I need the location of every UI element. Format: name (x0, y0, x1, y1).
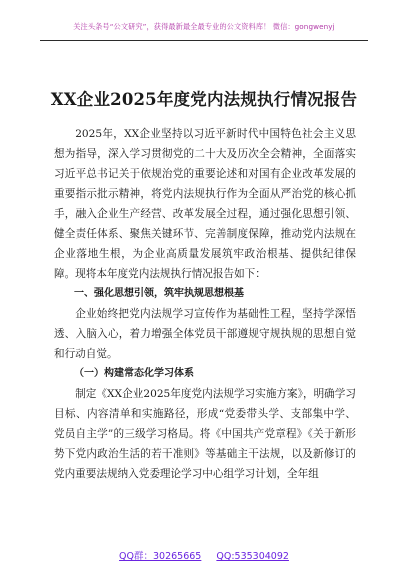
page-title: XX企业2025年度党内法规执行情况报告 (50, 90, 358, 109)
qq-contact-link[interactable]: QQ:535304092 (216, 551, 289, 562)
document-body (54, 124, 356, 484)
header-banner: 关注头条号“公文研究”，获得最新最全最专业的公文资料库！ 微信：gongwenyj (73, 22, 335, 31)
section-heading-1: 一、强化思想引领，筑牢执规思想根基 (74, 288, 244, 299)
footer-contact (0, 548, 408, 562)
paragraph-subsection-1: 制定《XX企业2025年度党内法规学习实施方案》，明确学习目标、内容清单和实施路径，形成“党委带头学、支部集中学、党员自主学”的三级学习格局。将《中国共产党章程》《关于新形势下党内政治生活的若干准则》等基础主干法规，以及新修订的党内重要法规纳入党委理论学习中心组学习计划，全年组 (54, 388, 356, 480)
subsection-heading-1: （一）构建常态化学习体系 (74, 368, 194, 379)
paragraph-section-1: 企业始终把党内法规学习宣传作为基础性工程，坚持学深悟透、入脑入心，着力增强全体党员干部遵规守规执规的思想自觉和行动自觉。 (54, 308, 356, 360)
header-divider (40, 40, 368, 41)
qq-group-link[interactable]: QQ群：30265665 (119, 551, 202, 562)
paragraph-intro: 2025年，XX企业坚持以习近平新时代中国特色社会主义思想为指导，深入学习贯彻党的二十大及历次全会精神，全面落实习近平总书记关于依规治党的重要论述和对国有企业改革发展的重要指示批示精神，将党内法规执行作为全面从严治党的核心抓手，融入企业生产经营、改革发展全过程，通过强化思想引领、健全责任体系、聚焦关键环节、完善制度保障，推动党内法规在企业落地生根，为企业高质量发展筑牢政治根基、提供纪律保障。现将本年度党内法规执行情况报告如下： (54, 128, 356, 280)
